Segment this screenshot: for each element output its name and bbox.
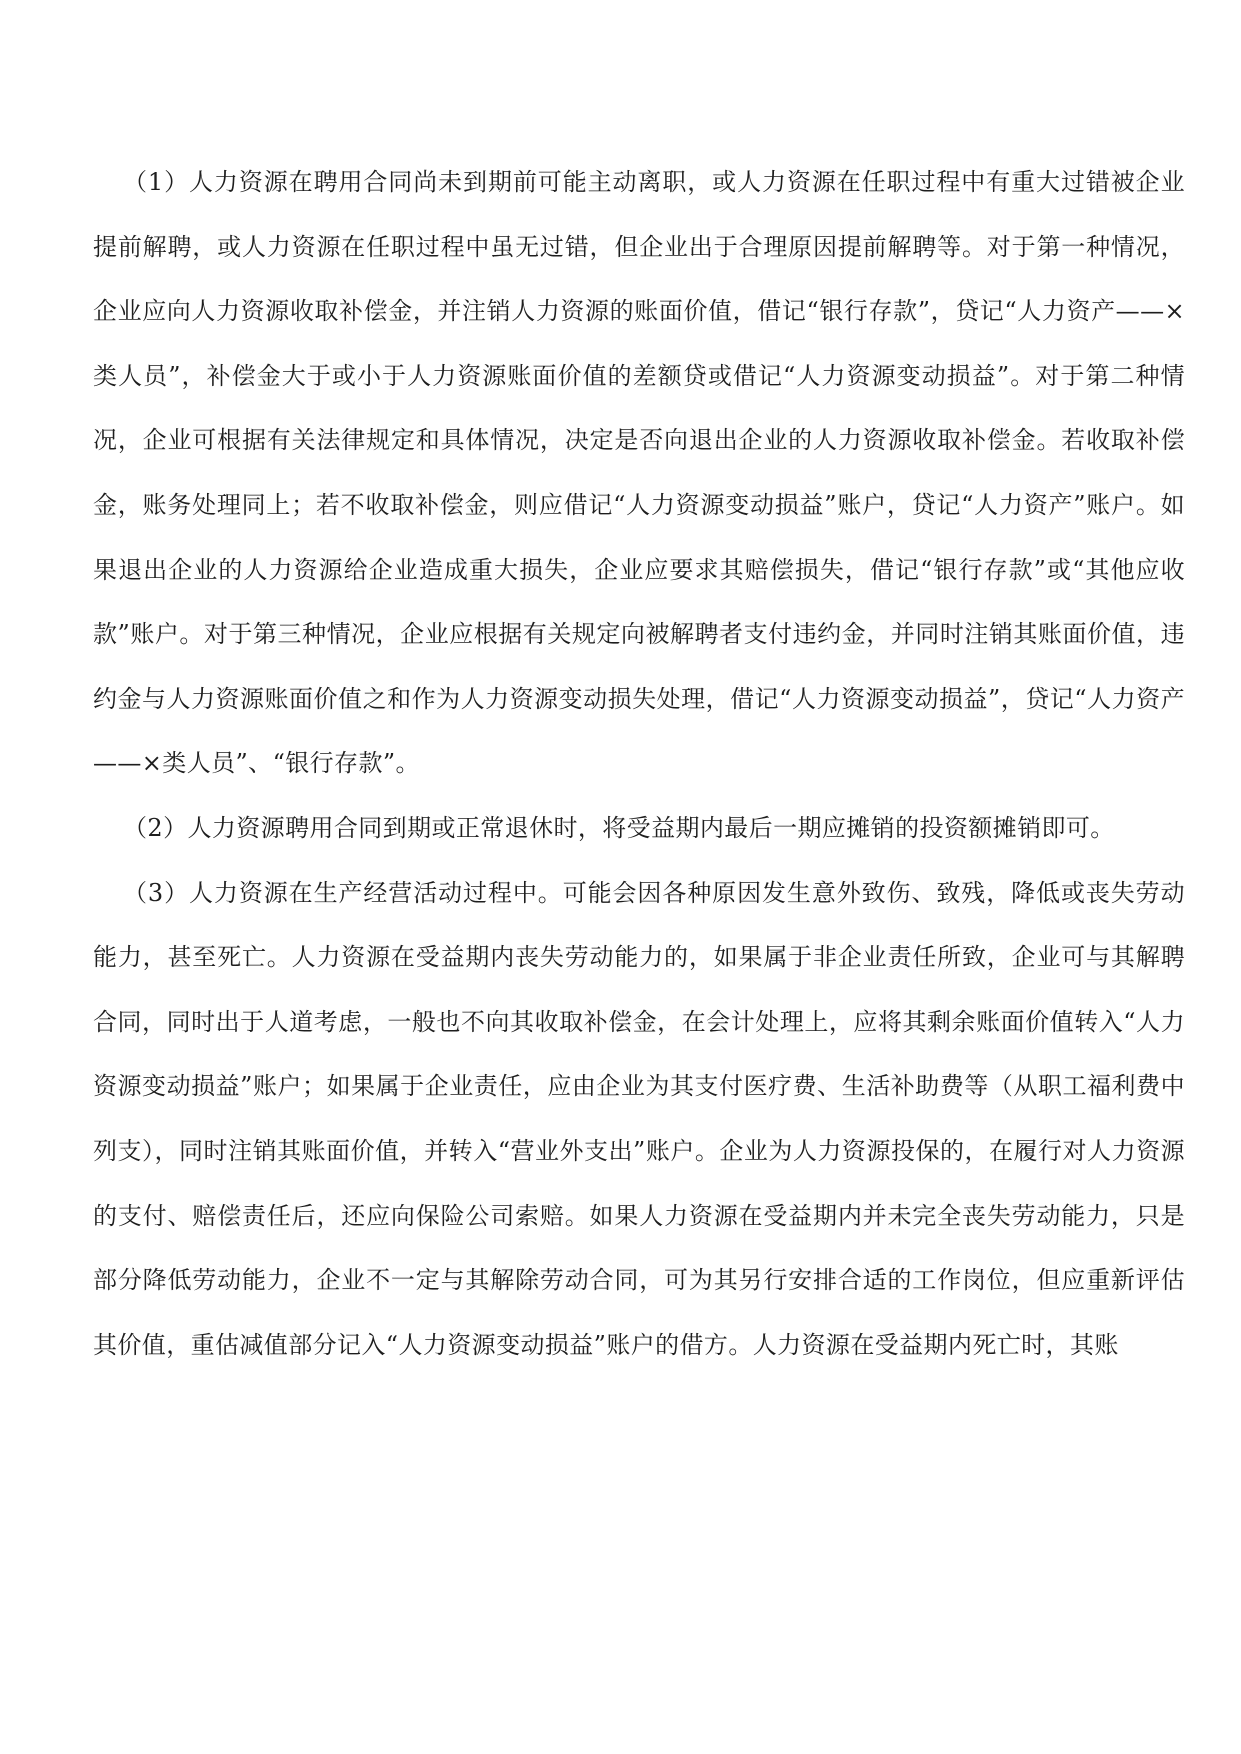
paragraph-2: （2）人力资源聘用合同到期或正常退休时，将受益期内最后一期应摊销的投资额摊销即可。	[123, 813, 1115, 842]
paragraph-3: （3）人力资源在生产经营活动过程中。可能会因各种原因发生意外致伤、致残，降低或丧失劳动能力，甚至死亡。人力资源在受益期内丧失劳动能力的，如果属于非企业责任所致，企业可与其解聘合同，同时出于人道考虑，一般也不向其收取补偿金，在会计处理上，应将其剩余账面价值转入“人力资源变动损益”账户；如果属于企业责任，应由企业为其支付医疗费、生活补助费等（从职工福利费中列支），同时注销其账面价值，并转入“营业外支出”账户。企业为人力资源投保的，在履行对人力资源的支付、赔偿责任后，还应向保险公司索赔。如果人力资源在受益期内并未完全丧失劳动能力，只是部分降低劳动能力，企业不一定与其解除劳动合同，可为其另行安排合适的工作岗位，但应重新评估其价值，重估减值部分记入“人力资源变动损益”账户的借方。人力资源在受益期内死亡时，其账	[93, 878, 1185, 1359]
paragraph-1: （1）人力资源在聘用合同尚未到期前可能主动离职，或人力资源在任职过程中有重大过错被企业提前解聘，或人力资源在任职过程中虽无过错，但企业出于合理原因提前解聘等。对于第一种情况，企业应向人力资源收取补偿金，并注销人力资源的账面价值，借记“银行存款”，贷记“人力资产——×类人员”，补偿金大于或小于人力资源账面价值的差额贷或借记“人力资源变动损益”。对于第二种情况，企业可根据有关法律规定和具体情况，决定是否向退出企业的人力资源收取补偿金。若收取补偿金，账务处理同上；若不收取补偿金，则应借记“人力资源变动损益”账户，贷记“人力资产”账户。如果退出企业的人力资源给企业造成重大损失，企业应要求其赔偿损失，借记“银行存款”或“其他应收款”账户。对于第三种情况，企业应根据有关规定向被解聘者支付违约金，并同时注销其账面价值，违约金与人力资源账面价值之和作为人力资源变动损失处理，借记“人力资源变动损益”，贷记“人力资产——×类人员”、“银行存款”。	[93, 168, 1185, 778]
